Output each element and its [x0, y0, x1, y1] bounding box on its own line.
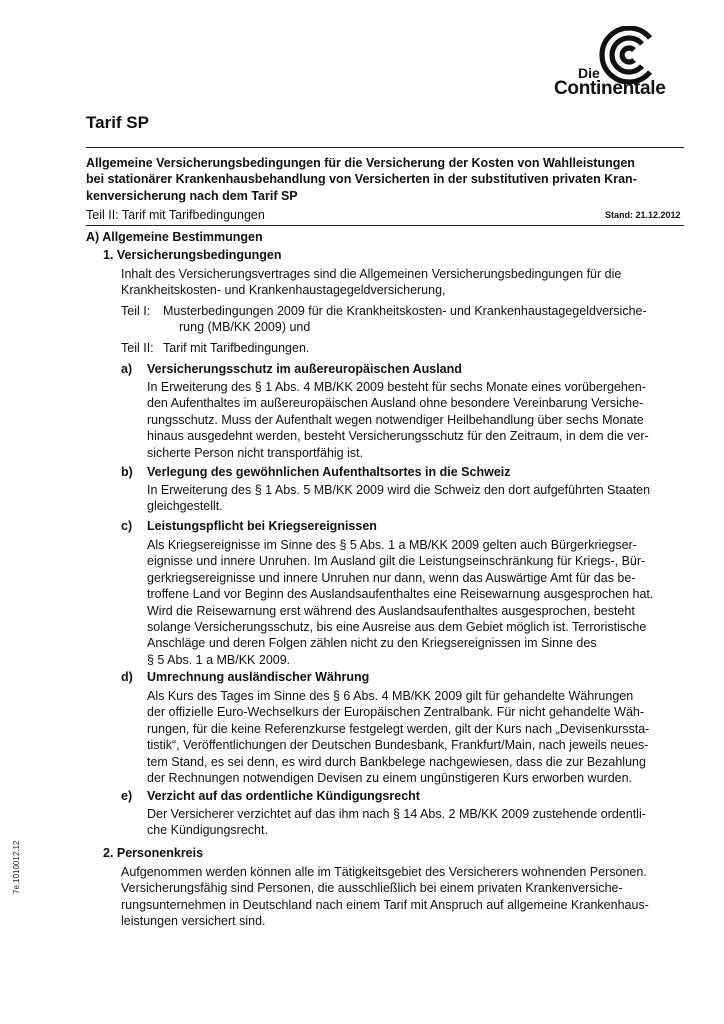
text-line: troffene Land vor Beginn des Auslandsaufenthaltes eine Reisewarnung ausgesprochen hat.	[147, 587, 654, 602]
text-line: tem Stand, es sei denn, es wird durch Bankbelege nachgewiesen, dass die zur Bezahlung	[147, 754, 646, 769]
subsection-d-body	[147, 688, 649, 786]
teil-1-label: Teil I:	[121, 304, 151, 318]
section-2-heading: 2. Personenkreis	[103, 846, 204, 860]
text-line: Wird die Reisewarnung erst während des Auslandsaufenthaltes ausgesprochen, besteht	[147, 603, 635, 618]
part-label: Teil II: Tarif mit Tarifbedingungen	[86, 208, 265, 222]
divider-bottom	[86, 225, 684, 226]
subsection-b-body	[147, 482, 650, 515]
teil-2-label: Teil II:	[121, 341, 154, 355]
divider-top	[86, 147, 684, 148]
subtitle-line: Allgemeine Versicherungsbedingungen für die Versicherung der Kosten von Wahlleistungen	[86, 156, 635, 170]
section-1-heading: 1. Versicherungsbedingungen	[103, 248, 282, 262]
text-line: che Kündigungsrecht.	[147, 823, 268, 838]
subsection-e-body	[147, 806, 646, 839]
text-line: Der Versicherer verzichtet auf das ihm nach § 14 Abs. 2 MB/KK 2009 zustehende ordentli-	[147, 807, 646, 821]
text-line: rungsunternehmen in Deutschland nach einem Tarif mit Anspruch auf allgemeine Krankenhaus-	[121, 897, 649, 912]
text-line: rungsschutz. Muss der Aufenthalt wegen notwendiger Heilbehandlung über sechs Monate	[147, 412, 644, 427]
section-a-heading: A) Allgemeine Bestimmungen	[86, 230, 263, 244]
text-line: Musterbedingungen 2009 für die Krankheitskosten- und Krankenhaustagegeldversiche-	[163, 304, 647, 318]
page-title: Tarif SP	[86, 113, 149, 132]
continentale-logo	[554, 26, 690, 104]
text-line: hinaus ausgedehnt werden, besteht Versicherungsschutz für den Zeitraum, in dem die ver-	[147, 429, 649, 444]
subsection-e-heading: Verzicht auf das ordentliche Kündigungsrecht	[147, 789, 420, 803]
text-line: Als Kriegsereignisse im Sinne des § 5 Abs. 1 a MB/KK 2009 gelten auch Bürgerkriegser-	[147, 538, 637, 552]
text-line: sicherte Person nicht transportfähig ist.	[147, 445, 364, 460]
document-subtitle	[86, 155, 686, 204]
logo-text-continentale: Continentale	[554, 78, 666, 99]
section-1-intro	[121, 266, 621, 299]
continentale-logo-mark-icon	[592, 26, 660, 84]
text-line: rungen, für die keine Referenzkurse festgelegt werden, gilt der Kurs nach „Devisenkurssta-	[147, 721, 650, 736]
subsection-b-label: b)	[121, 465, 133, 479]
text-line: eignisse und innere Unruhen. Im Ausland gilt die Leistungseinschränkung für Kriegs-, Bür-	[147, 554, 646, 569]
subtitle-line: bei stationärer Krankenhausbehandlung von Versicherten in der substitutiven privaten Kran-	[86, 172, 637, 187]
subsection-c-heading: Leistungspflicht bei Kriegsereignissen	[147, 519, 377, 533]
text-line: der offizielle Euro-Wechselkurs der Europäischen Zentralbank. Für nicht gehandelte Wäh-	[147, 705, 645, 720]
subsection-b-heading: Verlegung des gewöhnlichen Aufenthaltsortes in die Schweiz	[147, 465, 511, 479]
text-line: In Erweiterung des § 1 Abs. 5 MB/KK 2009 wird die Schweiz den dort aufgeführten Staaten	[147, 483, 651, 497]
section-2-body	[121, 864, 649, 930]
subsection-d-label: d)	[121, 670, 133, 684]
text-line: leistungen versichert sind.	[121, 914, 266, 929]
subsection-d-heading: Umrechnung ausländischer Währung	[147, 670, 370, 684]
subtitle-line: kenversicherung nach dem Tarif SP	[86, 188, 298, 203]
subsection-c-label: c)	[121, 519, 133, 533]
text-line: solange Versicherungsschutz, bis eine Ausreise aus dem Gebiet möglich ist. Terroristische	[147, 620, 647, 635]
teil-2-text: Tarif mit Tarifbedingungen.	[163, 341, 310, 355]
text-line: tistik“, Veröffentlichungen der Deutschen Bundesbank, Frankfurt/Main, nach jeweils neues-	[147, 738, 649, 753]
text-line: gerkriegsereignisse und innere Unruhen nur dann, wenn das Auswärtige Amt für das be-	[147, 570, 636, 585]
text-line: § 5 Abs. 1 a MB/KK 2009.	[147, 652, 291, 667]
subsection-a-heading: Versicherungsschutz im außereuropäischen Ausland	[147, 362, 462, 376]
text-line: Krankheitskosten- und Krankenhaustagegeldversicherung,	[121, 283, 446, 298]
teil-1-text	[163, 303, 647, 336]
subsection-a-body	[147, 379, 649, 461]
text-line: rung (MB/KK 2009) und	[179, 320, 311, 335]
text-line: der Rechnungen notwendigen Devisen zu einem ungünstigeren Kurs erworben wurden.	[147, 771, 633, 786]
logo-text-die: Die	[578, 65, 600, 81]
text-line: Inhalt des Versicherungsvertrages sind die Allgemeinen Versicherungsbedingungen für die	[121, 267, 622, 281]
side-document-code: 7e.1010012.12	[12, 840, 21, 894]
text-line: In Erweiterung des § 1 Abs. 4 MB/KK 2009 besteht für sechs Monate eines vorübergehen-	[147, 380, 646, 394]
text-line: Versicherungsfähig sind Personen, die ausschließlich bei einem privaten Krankenversiche-	[121, 881, 623, 896]
text-line: Als Kurs des Tages im Sinne des § 6 Abs. 4 MB/KK 2009 gilt für gehandelte Währungen	[147, 689, 634, 703]
text-line: gleichgestellt.	[147, 499, 223, 514]
subsection-a-label: a)	[121, 362, 133, 376]
subsection-e-label: e)	[121, 789, 133, 803]
stand-date: Stand: 21.12.2012	[605, 210, 681, 220]
text-line: Anschläge und deren Folgen zählen nicht zu den Kriegsereignissen im Sinne des	[147, 636, 597, 651]
text-line: Aufgenommen werden können alle im Tätigkeitsgebiet des Versicherers wohnenden Personen.	[121, 865, 647, 879]
subsection-c-body	[147, 537, 653, 668]
text-line: den Aufenthaltes im außereuropäischen Ausland ohne besondere Vereinbarung Versiche-	[147, 396, 644, 411]
